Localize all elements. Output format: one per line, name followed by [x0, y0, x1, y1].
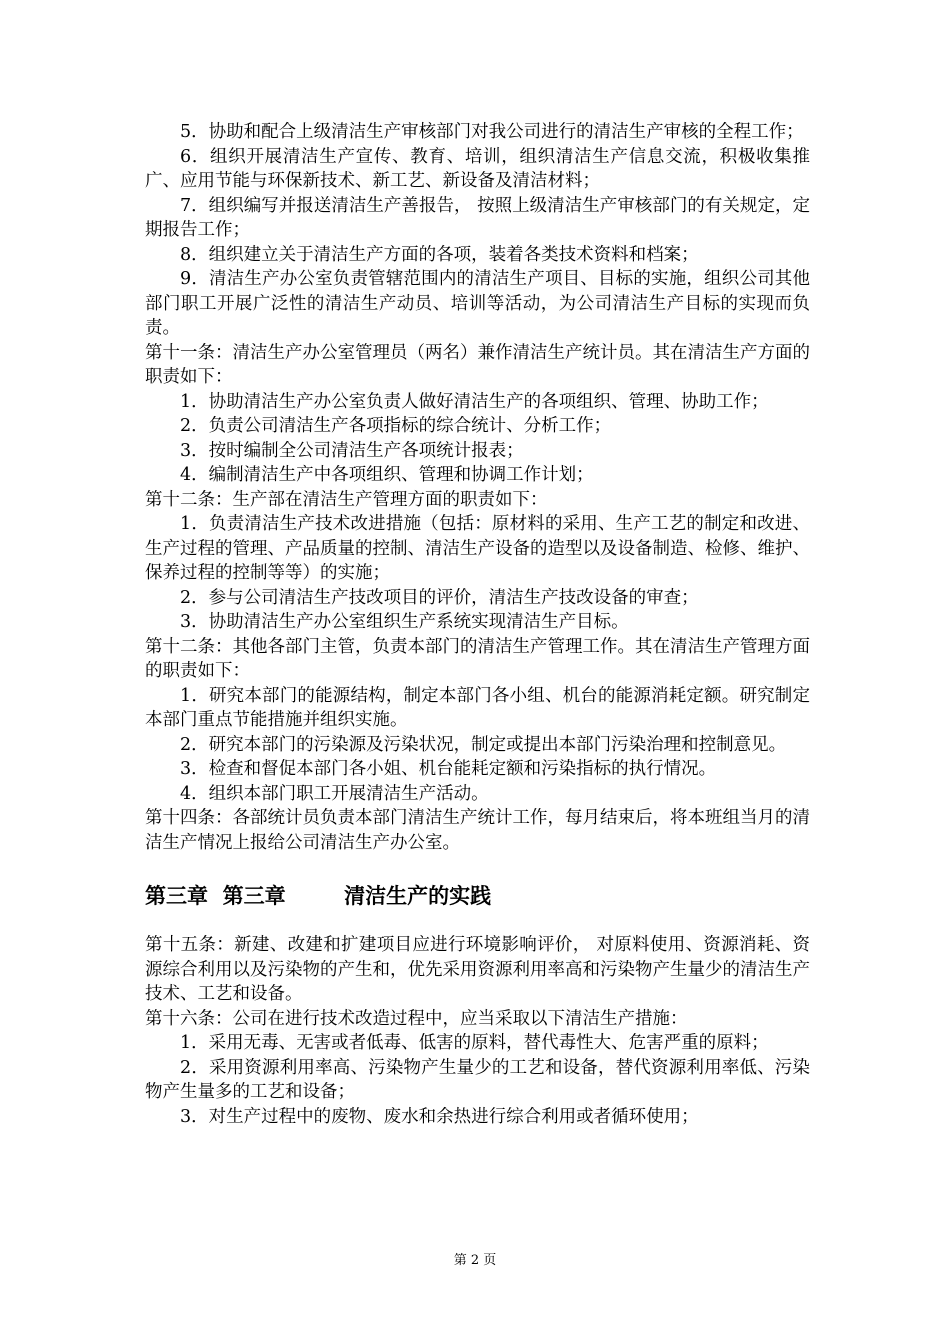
article-paragraph: 第十一条：清洁生产办公室管理员（两名）兼作清洁生产统计员。其在清洁生产方面的职责如下：: [145, 342, 810, 387]
paragraph: 6．组织开展清洁生产宣传、教育、培训，组织清洁生产信息交流，积极收集推广、应用节能与环保新技术、新工艺、新设备及清洁材料；: [145, 146, 810, 191]
paragraph: 4．组织本部门职工开展清洁生产活动。: [180, 783, 489, 804]
paragraph: 8．组织建立关于清洁生产方面的各项，装着各类技术资料和档案；: [180, 244, 699, 265]
article-paragraph: 第十二条：其他各部门主管，负责本部门的清洁生产管理工作。其在清洁生产管理方面的职责如下：: [145, 636, 810, 681]
paragraph: 1．研究本部门的能源结构，制定本部门各小组、机台的能源消耗定额。研究制定本部门重点节能措施并组织实施。: [145, 685, 810, 730]
chapter-heading: 第三章 第三章 清洁生产的实践: [145, 884, 492, 908]
paragraph: 2．研究本部门的污染源及污染状况，制定或提出本部门污染治理和控制意见。: [180, 734, 787, 755]
page-number: 第 2 页: [453, 1253, 497, 1268]
paragraph: 9．清洁生产办公室负责管辖范围内的清洁生产项目、目标的实施，组织公司其他部门职工开展广泛性的清洁生产动员、培训等活动，为公司清洁生产目标的实现而负责。: [145, 269, 810, 338]
paragraph: 5．协助和配合上级清洁生产审核部门对我公司进行的清洁生产审核的全程工作；: [180, 122, 804, 142]
section-before-heading: [145, 120, 810, 855]
paragraph: 4．编制清洁生产中各项组织、管理和协调工作计划；: [180, 465, 594, 485]
paragraph: 3．对生产过程中的废物、废水和余热进行综合利用或者循环使用；: [180, 1106, 699, 1127]
paragraph: 3．按时编制全公司清洁生产各项统计报表；: [180, 440, 524, 461]
paragraph: 2．参与公司清洁生产技改项目的评价，清洁生产技改设备的审查；: [180, 587, 699, 608]
paragraph: 1．协助清洁生产办公室负责人做好清洁生产的各项组织、管理、协助工作；: [180, 391, 769, 412]
article-paragraph: 第十四条：各部统计员负责本部门清洁生产统计工作，每月结束后，将本班组当月的清洁生产情况上报给公司清洁生产办公室。: [145, 808, 810, 853]
paragraph: 7．组织编写并报送清洁生产善报告， 按照上级清洁生产审核部门的有关规定，定期报告工作；: [145, 195, 810, 240]
section-after-heading: [145, 933, 810, 1129]
paragraph: 1．采用无毒、无害或者低毒、低害的原料，替代毒性大、危害严重的原料；: [180, 1033, 769, 1053]
paragraph: 1．负责清洁生产技术改进措施（包括：原材料的采用、生产工艺的制定和改进、生产过程的管理、产品质量的控制、清洁生产设备的造型以及设备制造、检修、维护、保养过程的控制等等）的实施；: [145, 514, 810, 583]
article-paragraph: 第十五条：新建、改建和扩建项目应进行环境影响评价， 对原料使用、资源消耗、资源综合利用以及污染物的产生和，优先采用资源利用率高和污染物产生量少的清洁生产技术、工艺和设备。: [145, 935, 810, 1004]
paragraph: 2．采用资源利用率高、污染物产生量少的工艺和设备，替代资源利用率低、污染物产生量多的工艺和设备；: [145, 1057, 810, 1102]
paragraph: 3．检查和督促本部门各小姐、机台能耗定额和污染指标的执行情况。: [180, 759, 717, 779]
article-paragraph: 第十六条：公司在进行技术改造过程中，应当采取以下清洁生产措施：: [145, 1008, 688, 1029]
paragraph: 2．负责公司清洁生产各项指标的综合统计、分析工作；: [180, 416, 612, 436]
paragraph: 3．协助清洁生产办公室组织生产系统实现清洁生产目标。: [180, 612, 629, 632]
document-body: [145, 120, 810, 1129]
article-paragraph: 第十二条：生产部在清洁生产管理方面的职责如下：: [145, 489, 548, 510]
